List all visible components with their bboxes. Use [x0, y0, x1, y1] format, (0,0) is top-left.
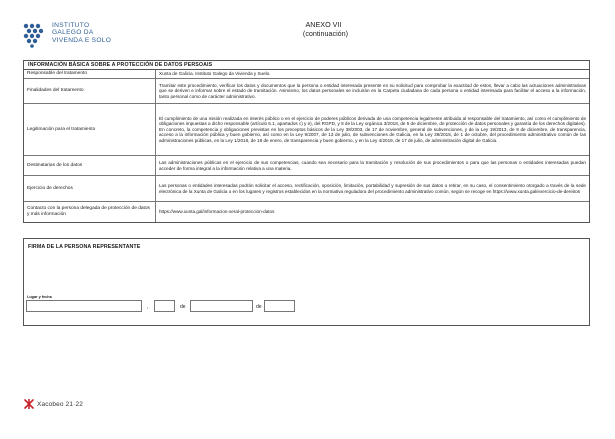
- xacobeo-logo: [24, 399, 83, 409]
- table-row: [24, 176, 589, 202]
- table-row: [24, 79, 589, 104]
- day-field[interactable]: [154, 300, 175, 312]
- logo-line-1: INSTITUTO: [52, 22, 90, 29]
- row-label: Contacto con la persona delegada de protección de datos y más información: [24, 202, 156, 222]
- place-field[interactable]: [26, 300, 142, 312]
- month-field[interactable]: [190, 300, 253, 312]
- data-protection-table: [23, 60, 590, 223]
- comma-separator: ,: [147, 304, 149, 310]
- row-value: https://www.xunta.gal/informacion-xeral-proteccion-datos: [159, 209, 275, 215]
- year-field[interactable]: [264, 300, 295, 312]
- table-row: [24, 70, 589, 79]
- row-value: Las personas o entidades interesadas podrán solicitar el acceso, rectificación, oposición, limitación, portabilidad y supresión de sus datos o retirar, en su caso, el consentimiento otorgado a través de la sede electrónica de la Xunta de Galicia o en los lugares y registros establecidos en la normativa reguladora del procedimiento administrativo común, según se recoge en https://www.xunta.gal/exercicio-de-dereitos: [159, 182, 586, 194]
- row-label: Finalidades del tratamento: [24, 79, 156, 103]
- signature-section: [23, 238, 590, 326]
- de-separator: de: [180, 304, 186, 310]
- row-value: El cumplimiento de una misión realizada en interés público o en el ejercicio de poderes públicos derivada de una competencia legalmente atribuida al responsable del tratamiento, así como el cumplimiento de obligaciones impuestas a dicho responsable (artículo 6.1, apartados c) y e), del RGPD, y 8 de la Ley orgánica 3/2018, de 5 de diciembre, de protección de datos personales y garantía de los derechos digitales). En concreto, la competencia y obligaciones previstas en los preceptos básicos de la Ley 38/2003, de 17 de noviembre, general de subvenciones, y de la Ley 19/2013, de 9 de diciembre, de transparencia, acceso a la información pública y buen gobierno, así como en la Ley 9/2007, de 13 de julio, de subvenciones de Galicia, en la Ley 39/2015, de 1 de octubre, del procedimiento administrativo común de las administraciones públicas, en la Ley 1/2016, de 18 de enero, de transparencia y buen gobierno, y en la Ley 4/2019, de 17 de julio, de administración digital de Galicia.: [159, 115, 586, 143]
- annex-title: ANEXO VII: [305, 20, 342, 29]
- row-value: Tramitar este procedimiento, verificar los datos y documentos que la persona o entidad interesada presente en su solicitud para comprobar la exactitud de estos, llevar a cabo las actuaciones administrativas que se deriven e informar sobre el estado de tramitación. Asimismo, los datos personales se incluirán en la Carpeta ciudadana de cada persona o entidad interesada para facilitar el acceso a la información, tanto personal como de carácter administrativo.: [159, 82, 586, 99]
- row-label: Destinatarias de los datos: [24, 156, 156, 175]
- row-value: Las administraciones públicas en el ejercicio de sus competencias, cuando sea necesario para la tramitación y resolución de sus procedimientos o para que las personas o entidades interesadas puedan acceder de forma integral a la información relativa a una materia.: [159, 159, 586, 171]
- row-label: Ejercicio de derechos: [24, 176, 156, 201]
- logo-line-3: VIVENDA E SOLO: [52, 36, 112, 44]
- annex-subtitle: (continuación): [302, 29, 349, 38]
- xacobeo-symbol-icon: [24, 399, 34, 409]
- table-row: [24, 104, 589, 156]
- row-label: Legitimación para el tratamiento: [24, 104, 156, 155]
- logo-line-2: GALEGO DA: [52, 29, 94, 37]
- table-row: [24, 156, 589, 176]
- de-separator: de: [256, 304, 262, 310]
- xacobeo-text: Xacobeo 21·22: [37, 400, 83, 408]
- table-row: [24, 202, 589, 222]
- row-label: Responsable del tratamento: [24, 70, 156, 78]
- place-date-label: Lugar y fecha: [27, 295, 52, 299]
- data-protection-heading: INFORMACIÓN BÁSICA SOBRE A PROTECCIÓN DE DATOS PERSOAIS: [24, 61, 589, 70]
- row-value: Xunta de Galicia. Instituto Galego da Vivienda y Suelo.: [159, 71, 271, 77]
- signature-heading: FIRMA DE LA PERSONA REPRESENTANTE: [28, 244, 141, 250]
- annex-heading: [0, 20, 615, 38]
